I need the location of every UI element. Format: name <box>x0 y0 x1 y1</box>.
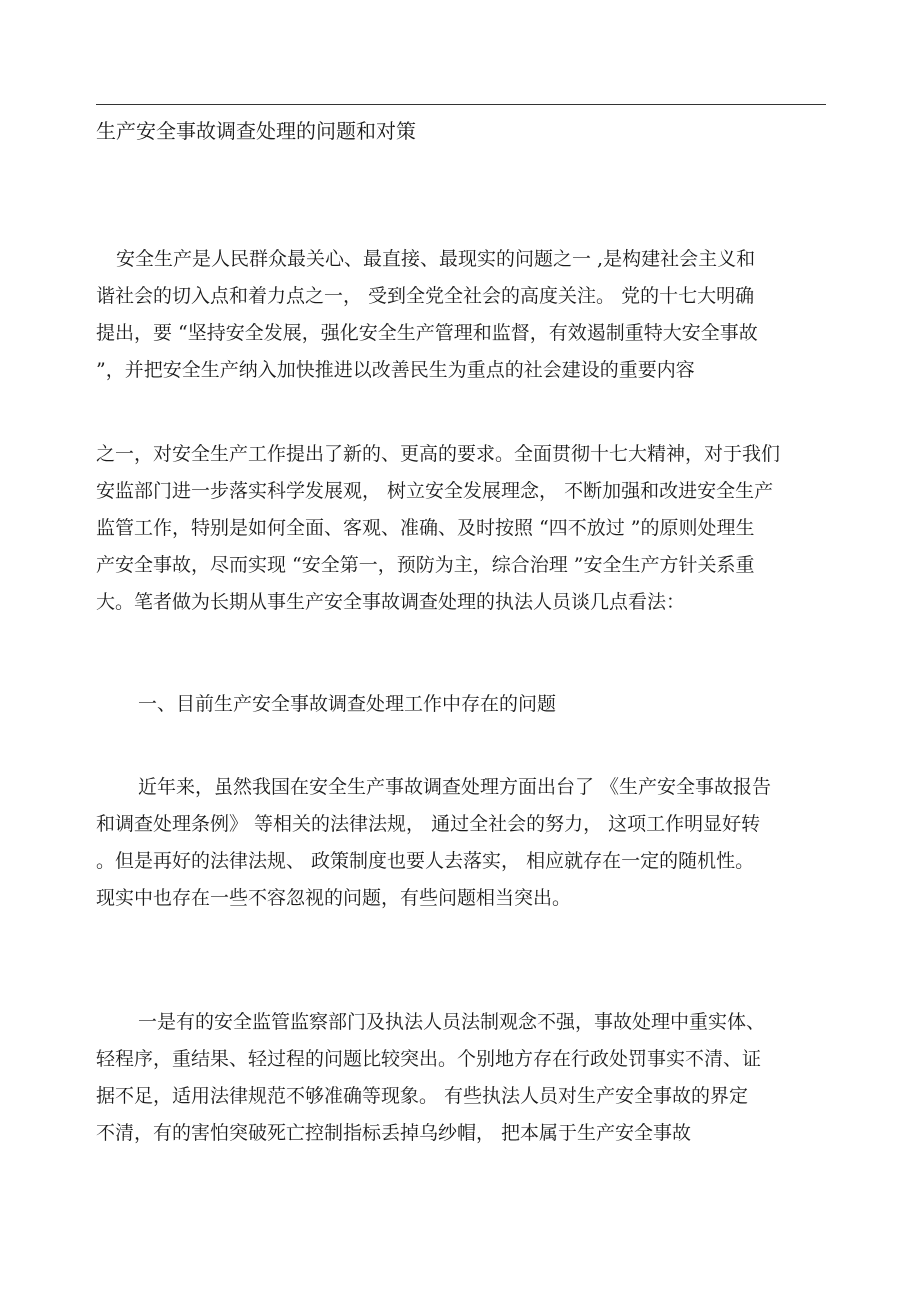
heading-line: 一、目前生产安全事故调查处理工作中存在的问题 <box>138 693 557 715</box>
paragraph-2 <box>96 436 826 621</box>
document-title: 生产安全事故调查处理的问题和对策 <box>96 119 416 143</box>
paragraph-4 <box>96 1004 826 1152</box>
paragraph-1 <box>96 241 826 389</box>
paragraph-line: 现实中也存在一些不容忽视的问题，有些问题相当突出。 <box>96 887 572 909</box>
header-rule <box>96 104 826 105</box>
paragraph-line: 不清，有的害怕突破死亡控制指标丢掉乌纱帽， 把本属于生产安全事故 <box>96 1122 692 1144</box>
paragraph-line: 和调查处理条例》 等相关的法律法规， 通过全社会的努力， 这项工作明显好转 <box>96 813 761 835</box>
section-heading-1 <box>96 686 826 723</box>
paragraph-line: 提出，要 “坚持安全发展，强化安全生产管理和监督，有效遏制重特大安全事故 <box>96 322 758 344</box>
paragraph-line: 谐社会的切入点和着力点之一， 受到全党全社会的高度关注。 党的十七大明确 <box>96 285 755 307</box>
paragraph-line: 产安全事故，尽而实现 “安全第一，预防为主，综合治理 ”安全生产方针关系重 <box>96 554 755 576</box>
paragraph-line: 。但是再好的法律法规、 政策制度也要人去落实， 相应就存在一定的随机性。 <box>96 850 755 872</box>
paragraph-line: 大。笔者做为长期从事生产安全事故调查处理的执法人员谈几点看法： <box>96 591 686 613</box>
paragraph-line: 监管工作，特别是如何全面、客观、准确、及时按照 “四不放过 ”的原则处理生 <box>96 517 755 539</box>
paragraph-line: ”，并把安全生产纳入加快推进以改善民生为重点的社会建设的重要内容 <box>96 359 695 381</box>
paragraph-line: 近年来，虽然我国在安全生产事故调查处理方面出台了 《生产安全事故报告 <box>138 776 772 798</box>
paragraph-line: 据不足，适用法律规范不够准确等现象。 有些执法人员对生产安全事故的界定 <box>96 1085 749 1107</box>
paragraph-3 <box>96 769 826 917</box>
paragraph-line: 安监部门进一步落实科学发展观， 树立安全发展理念， 不断加强和改进安全生产 <box>96 480 774 502</box>
paragraph-line: 一是有的安全监管监察部门及执法人员法制观念不强，事故处理中重实体、 <box>138 1011 766 1033</box>
paragraph-line: 之一，对安全生产工作提出了新的、更高的要求。全面贯彻十七大精神，对于我们 <box>96 443 781 465</box>
paragraph-line: 安全生产是人民群众最关心、最直接、最现实的问题之一 ,是构建社会主义和 <box>116 248 756 270</box>
paragraph-line: 轻程序，重结果、轻过程的问题比较突出。个别地方存在行政处罚事实不清、证 <box>96 1048 762 1070</box>
